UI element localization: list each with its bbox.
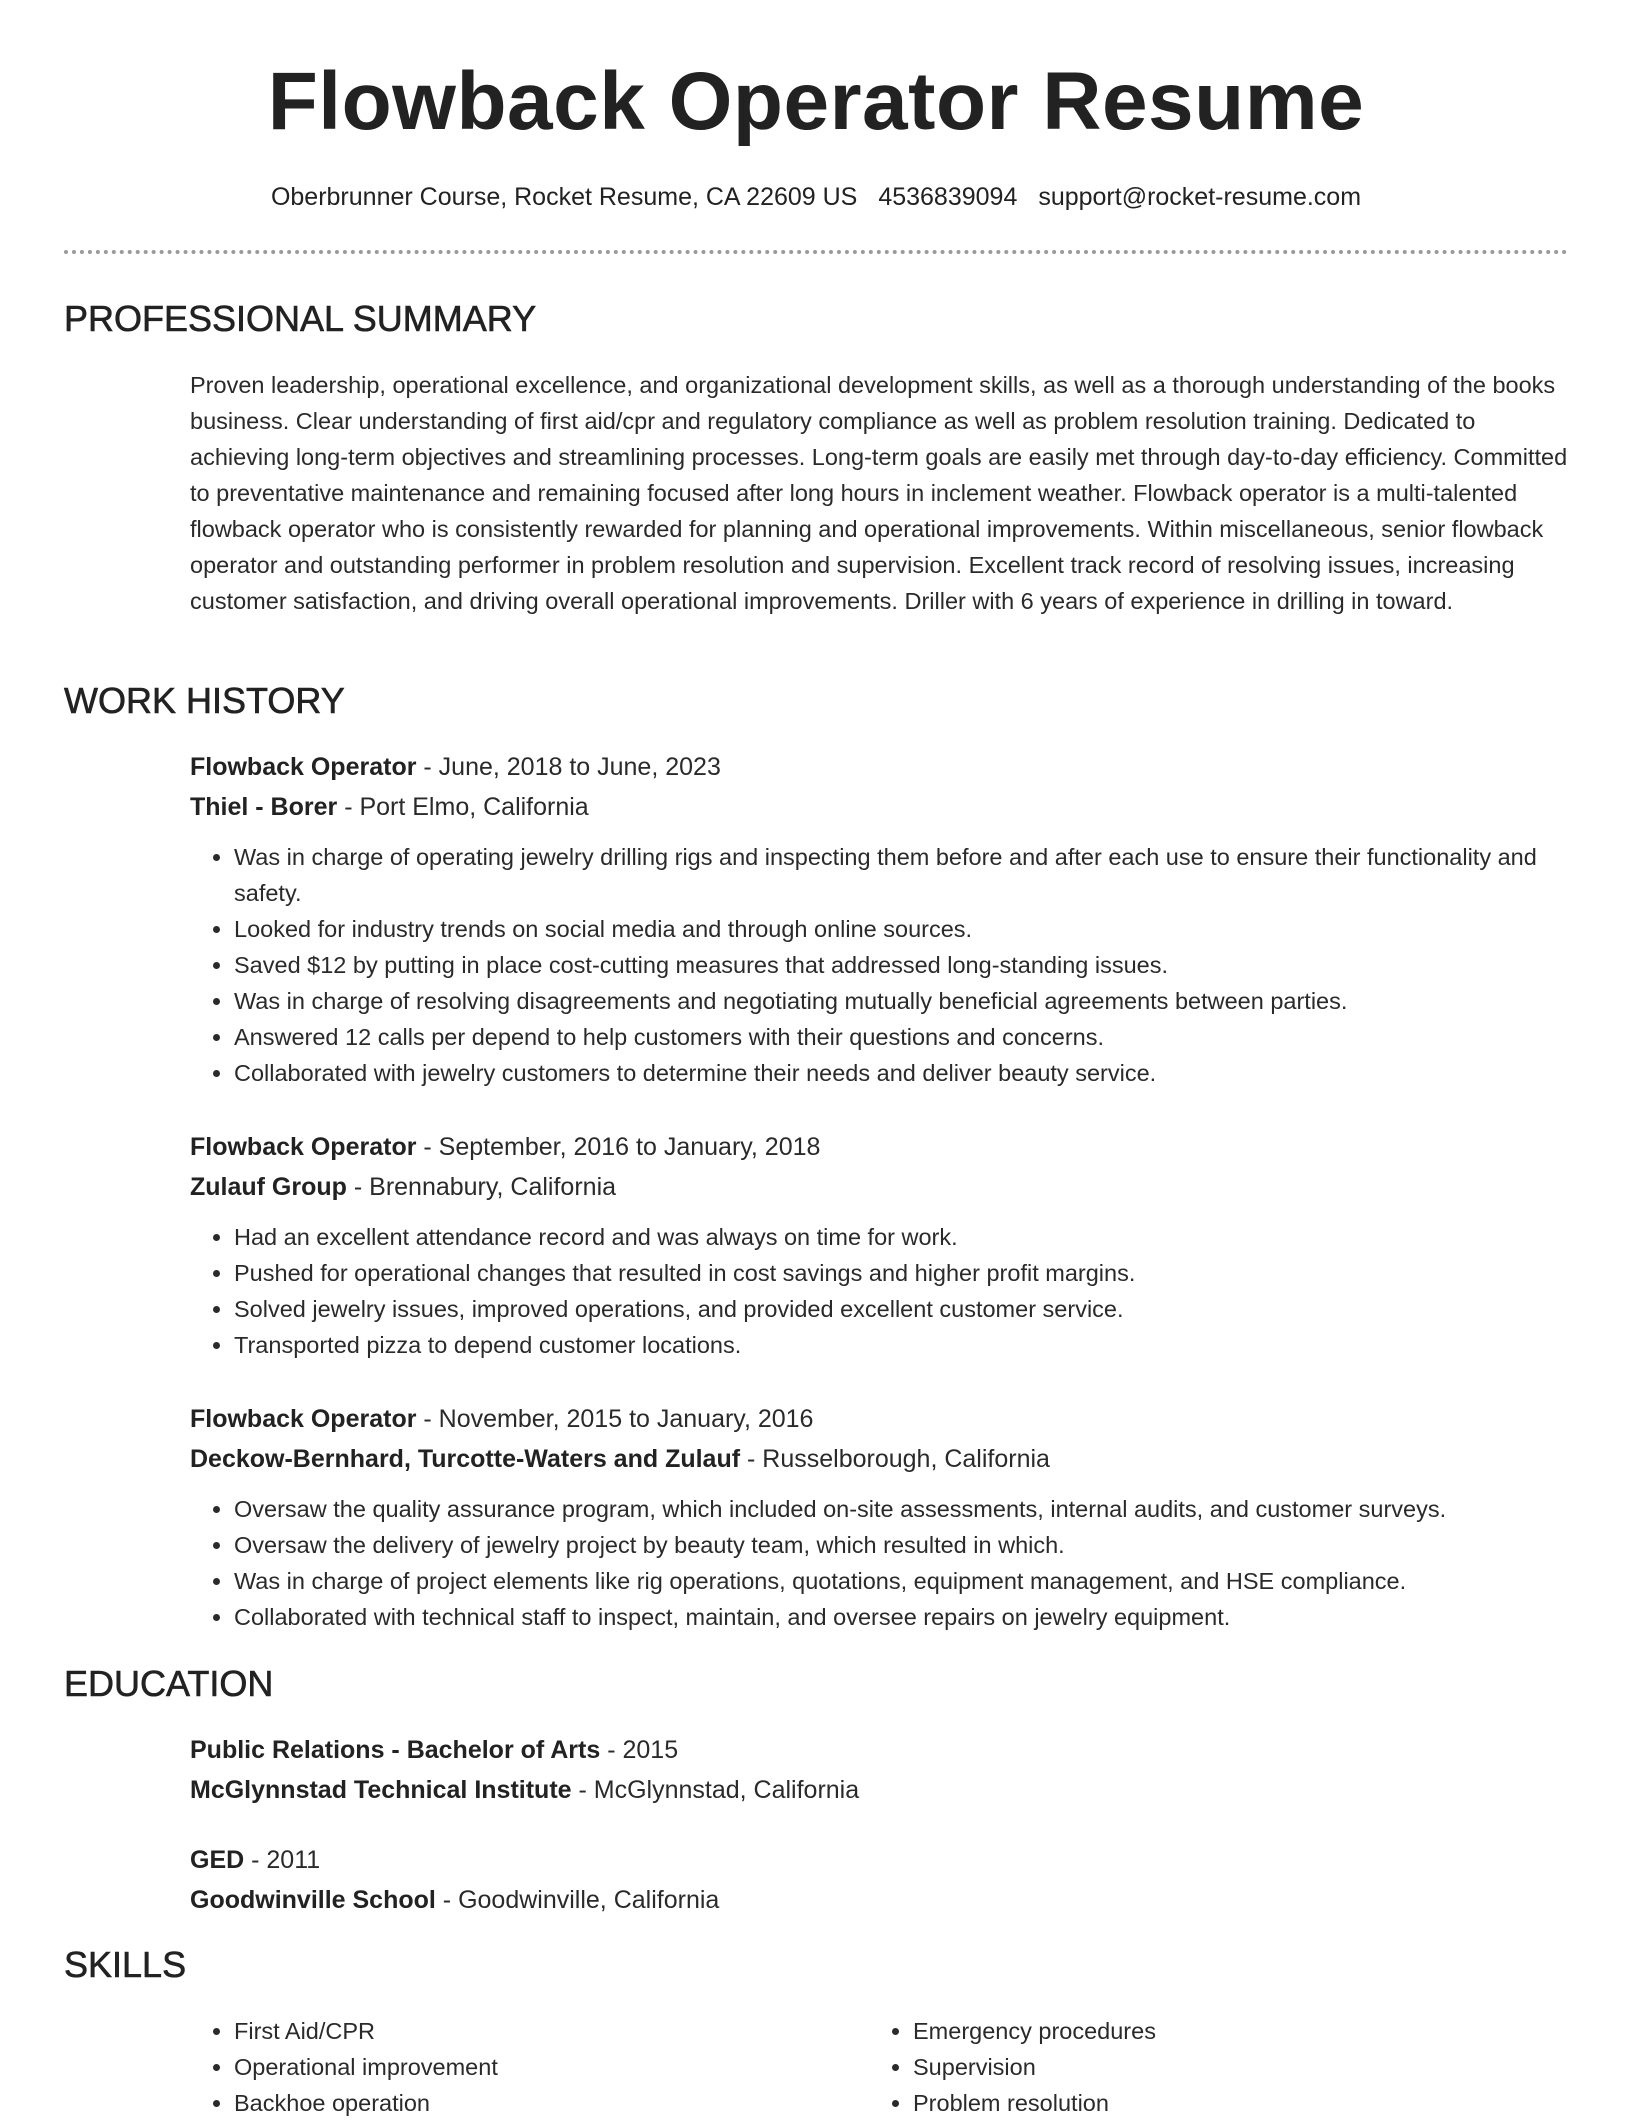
list-item: • Was in charge of operating jewelry drilling rigs and inspecting them before and after each use to ensure their functionality and safety. bbox=[234, 839, 1570, 911]
contact-line bbox=[0, 183, 1632, 212]
job-role: Flowback Operator bbox=[190, 753, 417, 781]
header-divider bbox=[64, 250, 1568, 254]
list-item: • Pushed for operational changes that resulted in cost savings and higher profit margins. bbox=[234, 1255, 1570, 1291]
education-school: Goodwinville School bbox=[190, 1886, 436, 1914]
list-item: • Backhoe operation bbox=[234, 2085, 790, 2121]
job-role: Flowback Operator bbox=[190, 1133, 417, 1161]
education-year: - 2011 bbox=[244, 1846, 321, 1874]
education-degree-line bbox=[190, 1840, 1570, 1880]
education-school: McGlynnstad Technical Institute bbox=[190, 1776, 572, 1804]
job-company: Thiel - Borer bbox=[190, 793, 338, 821]
skills-list bbox=[190, 2013, 790, 2121]
contact-email: support@rocket-resume.com bbox=[1038, 183, 1362, 211]
list-item: • Solved jewelry issues, improved operations, and provided excellent customer service. bbox=[234, 1291, 1570, 1327]
job-location: - Russelborough, California bbox=[740, 1445, 1050, 1473]
job-bullets bbox=[190, 1491, 1570, 1635]
section-title-education: EDUCATION bbox=[64, 1663, 274, 1704]
education-degree-line bbox=[190, 1730, 1570, 1770]
section-title-skills: SKILLS bbox=[64, 1944, 187, 1985]
education-school-line bbox=[190, 1770, 1570, 1810]
list-item: • Collaborated with technical staff to inspect, maintain, and oversee repairs on jewelry equipment. bbox=[234, 1599, 1570, 1635]
section-title-summary: PROFESSIONAL SUMMARY bbox=[64, 298, 537, 339]
education-location: - Goodwinville, California bbox=[435, 1886, 720, 1914]
list-item: • Had an excellent attendance record and was always on time for work. bbox=[234, 1219, 1570, 1255]
list-item: • Supervision bbox=[913, 2049, 1469, 2085]
job-title-line bbox=[190, 1399, 1570, 1439]
skills-list bbox=[869, 2013, 1469, 2121]
job-entry bbox=[190, 1127, 1570, 1363]
contact-phone: 4536839094 bbox=[878, 183, 1018, 211]
job-title-line bbox=[190, 747, 1570, 787]
job-location: - Port Elmo, California bbox=[337, 793, 589, 821]
job-bullets bbox=[190, 839, 1570, 1091]
education-location: - McGlynnstad, California bbox=[571, 1776, 860, 1804]
job-company-line bbox=[190, 1167, 1570, 1207]
job-entry bbox=[190, 1399, 1570, 1635]
list-item: • Saved $12 by putting in place cost-cutting measures that addressed long-standing issues. bbox=[234, 947, 1570, 983]
job-company: Deckow-Bernhard, Turcotte-Waters and Zulauf bbox=[190, 1445, 741, 1473]
list-item: • Transported pizza to depend customer locations. bbox=[234, 1327, 1570, 1363]
skills-column-right bbox=[869, 2013, 1469, 2121]
education-entry bbox=[190, 1840, 1570, 1920]
list-item: • Looked for industry trends on social media and through online sources. bbox=[234, 911, 1570, 947]
skills-column-left bbox=[190, 2013, 790, 2121]
summary-text: Proven leadership, operational excellence, and organizational development skills, as well as a thorough understanding of the books business. Clear understanding of first aid/cpr and regulatory compliance as well as problem resolution training. Dedicated to achieving long-term objectives and streamlining processes. Long-term goals are easily met through day-to-day efficiency. Committed to preventative maintenance and remaining focused after long hours in inclement weather. Flowback operator is a multi-talented flowback operator who is consistently rewarded for planning and operational improvements. Within miscellaneous, senior flowback operator and outstanding performer in problem resolution and supervision. Excellent track record of resolving issues, increasing customer satisfaction, and driving overall operational improvements. Driller with 6 years of experience in drilling in toward. bbox=[190, 372, 1568, 614]
job-company: Zulauf Group bbox=[190, 1173, 347, 1201]
job-dates: - June, 2018 to June, 2023 bbox=[416, 753, 721, 781]
job-dates: - November, 2015 to January, 2016 bbox=[416, 1405, 814, 1433]
education-entry bbox=[190, 1730, 1570, 1810]
contact-address: Oberbrunner Course, Rocket Resume, CA 22609 US bbox=[270, 183, 858, 211]
education-degree: GED bbox=[190, 1846, 245, 1874]
education-degree: Public Relations - Bachelor of Arts bbox=[190, 1736, 601, 1764]
job-dates: - September, 2016 to January, 2018 bbox=[416, 1133, 821, 1161]
list-item: • Problem resolution bbox=[913, 2085, 1469, 2121]
resume-title: Flowback Operator Resume bbox=[267, 56, 1365, 147]
list-item: • Oversaw the delivery of jewelry project by beauty team, which resulted in which. bbox=[234, 1527, 1570, 1563]
list-item: • Operational improvement bbox=[234, 2049, 790, 2085]
education-school-line bbox=[190, 1880, 1570, 1920]
list-item: • Emergency procedures bbox=[913, 2013, 1469, 2049]
education-year: - 2015 bbox=[600, 1736, 679, 1764]
list-item: • Oversaw the quality assurance program, which included on-site assessments, internal audits, and customer surveys. bbox=[234, 1491, 1570, 1527]
list-item: • Collaborated with jewelry customers to determine their needs and deliver beauty service. bbox=[234, 1055, 1570, 1091]
section-title-work-history: WORK HISTORY bbox=[64, 680, 345, 721]
job-title-line bbox=[190, 1127, 1570, 1167]
list-item: • Answered 12 calls per depend to help customers with their questions and concerns. bbox=[234, 1019, 1570, 1055]
job-company-line bbox=[190, 787, 1570, 827]
list-item: • Was in charge of project elements like rig operations, quotations, equipment management, and HSE compliance. bbox=[234, 1563, 1570, 1599]
job-bullets bbox=[190, 1219, 1570, 1363]
list-item: • Was in charge of resolving disagreements and negotiating mutually beneficial agreements between parties. bbox=[234, 983, 1570, 1019]
job-location: - Brennabury, California bbox=[346, 1173, 617, 1201]
job-entry bbox=[190, 747, 1570, 1091]
list-item: • First Aid/CPR bbox=[234, 2013, 790, 2049]
job-role: Flowback Operator bbox=[190, 1405, 417, 1433]
job-company-line bbox=[190, 1439, 1570, 1479]
